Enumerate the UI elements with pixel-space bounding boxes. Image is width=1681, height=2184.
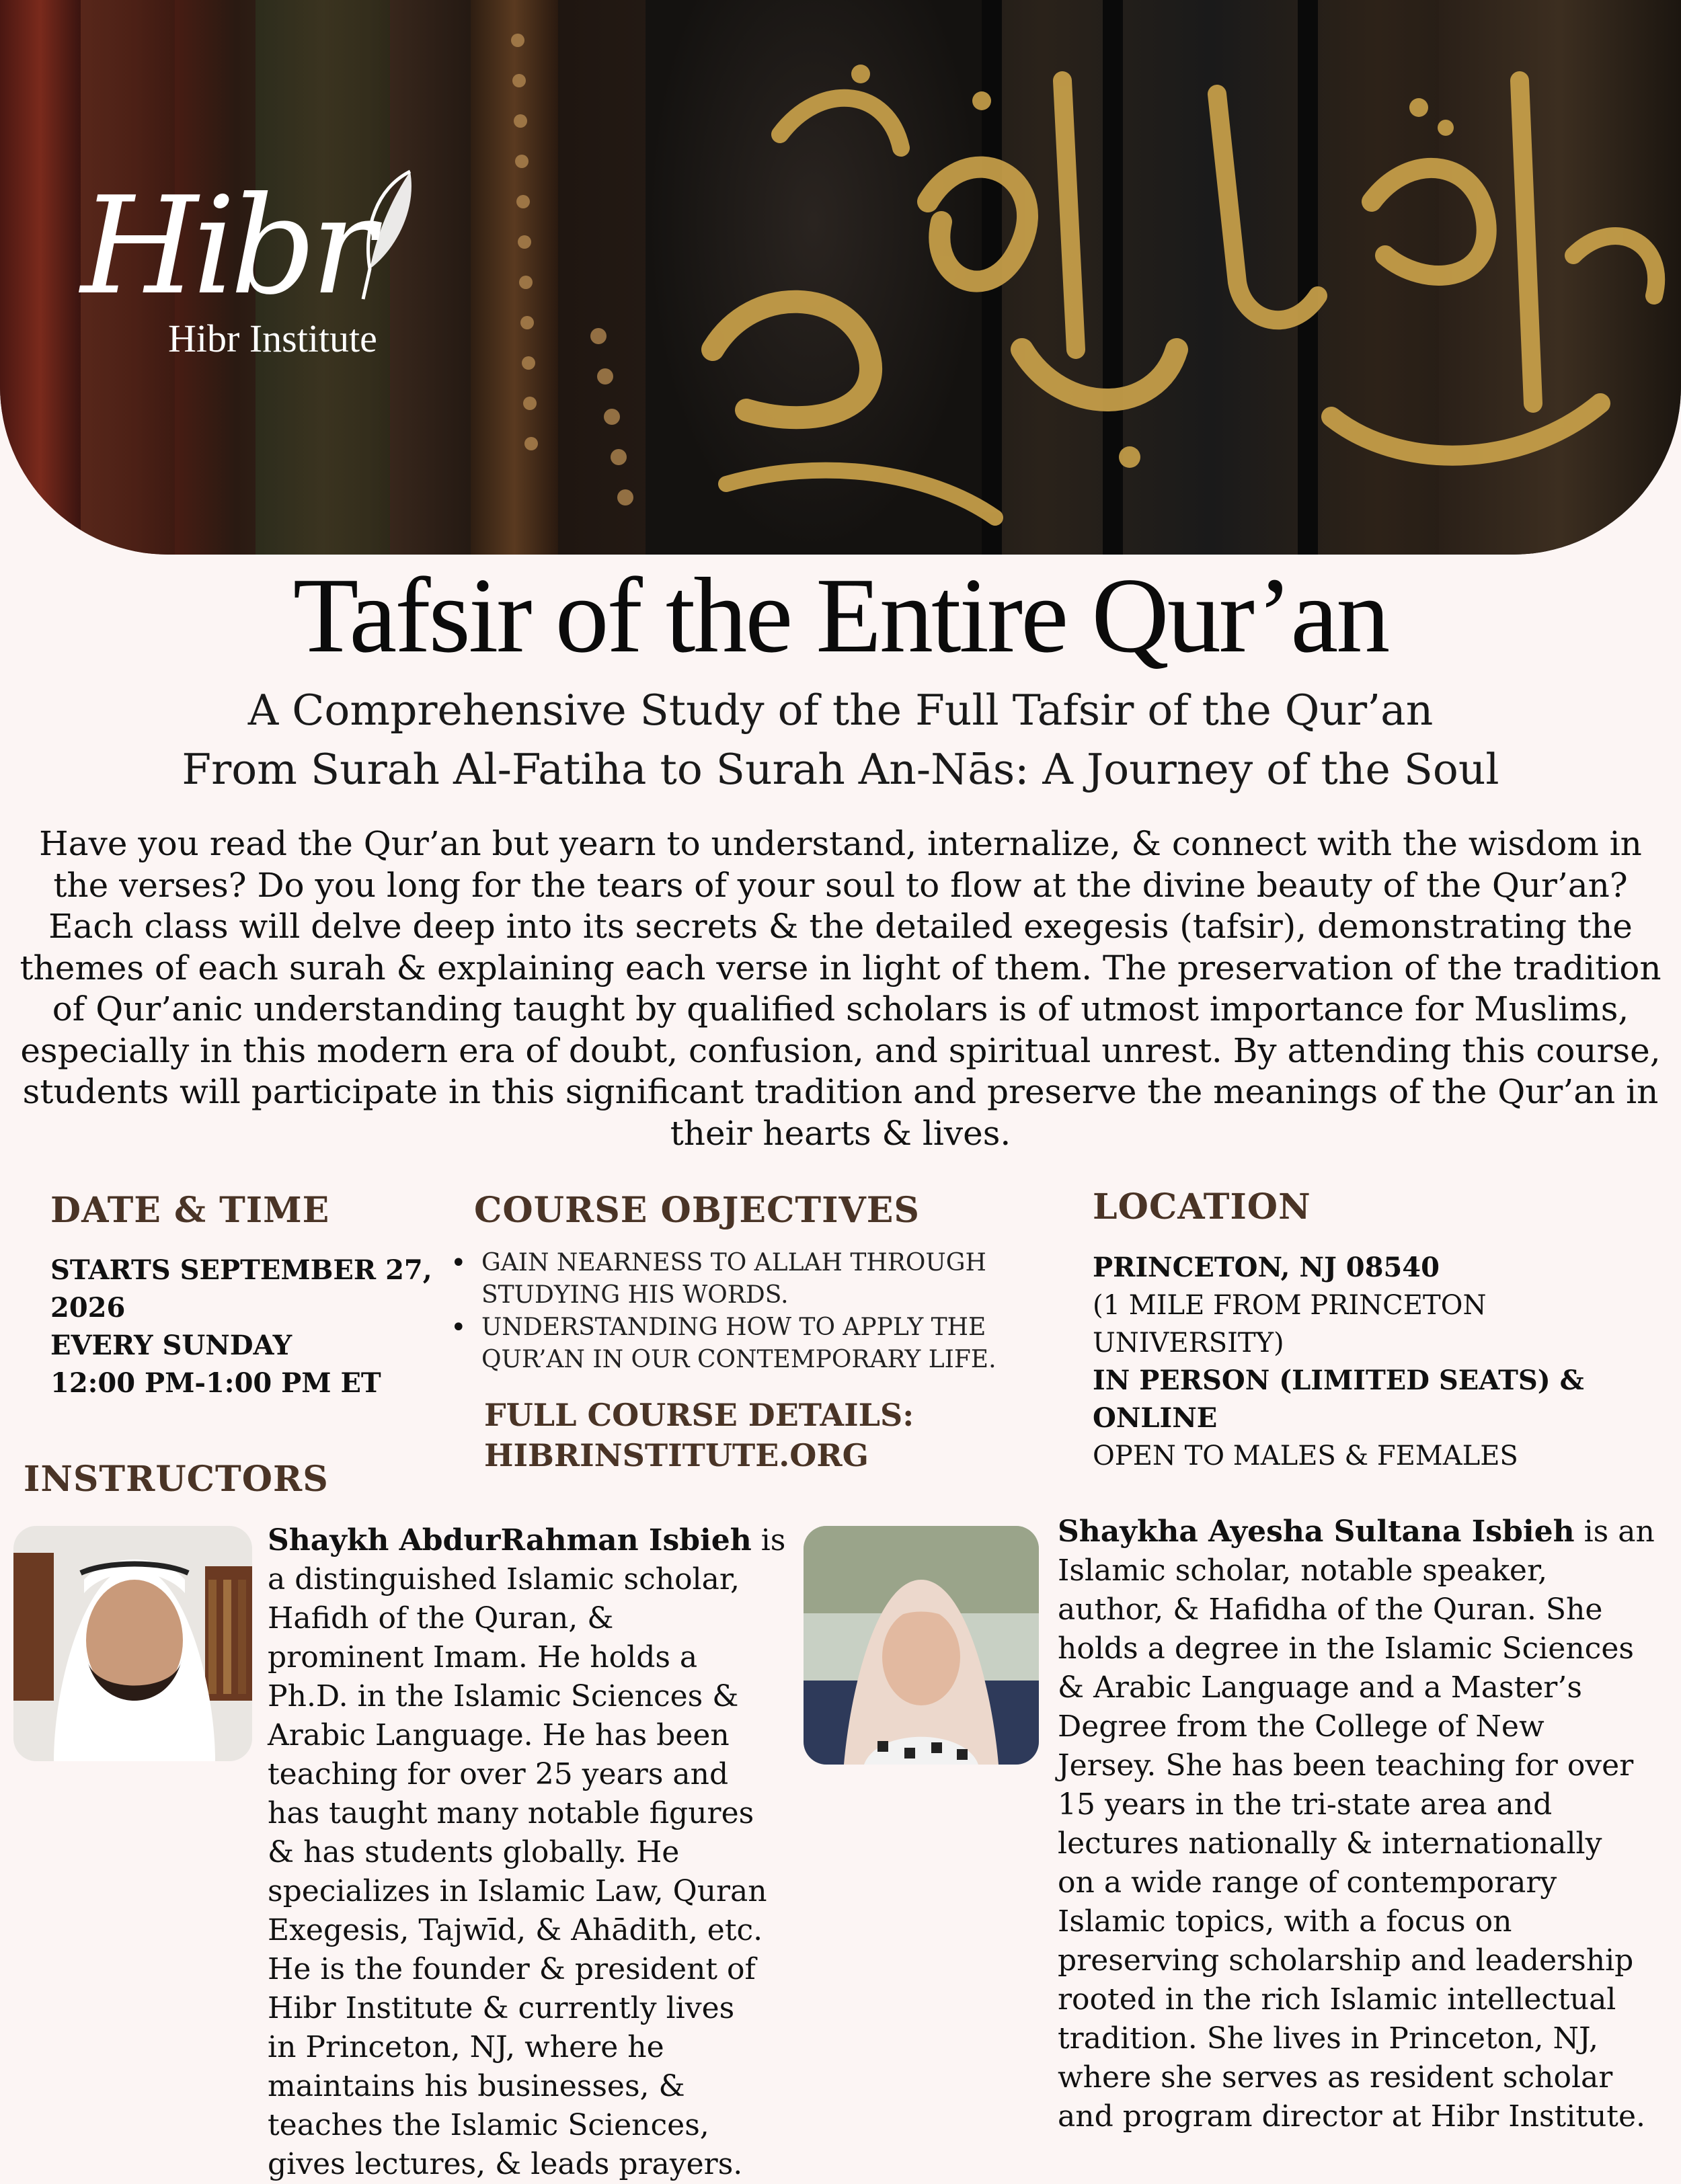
schedule-day: EVERY SUNDAY: [50, 1330, 292, 1361]
objectives-list: [444, 1247, 1035, 1376]
location-note: (1 MILE FROM PRINCETON: [1093, 1290, 1487, 1321]
date-time-heading: DATE & TIME: [50, 1190, 330, 1231]
audience: OPEN TO MALES & FEMALES: [1093, 1441, 1518, 1471]
subtitle-line-1: A Comprehensive Study of the Full Tafsir of the Qur’an: [247, 686, 1434, 735]
objectives-heading: COURSE OBJECTIVES: [474, 1190, 920, 1231]
instructors-heading: INSTRUCTORS: [24, 1459, 329, 1500]
gold-calligraphy: [646, 0, 1681, 555]
location-note-2: UNIVERSITY): [1093, 1328, 1284, 1359]
shaykha-avatar: [804, 1526, 1039, 1765]
objective-item: • GAIN NEARNESS TO ALLAH THROUGH STUDYING HIS WORDS.: [444, 1247, 1035, 1311]
details-url[interactable]: HIBRINSTITUTE.ORG: [484, 1437, 869, 1473]
shaykh-avatar: [13, 1526, 252, 1761]
intro-paragraph: Have you read the Qur’an but yearn to understand, internalize, & connect with the wisdom in the verses? Do you long for the tears of your soul to flow at the divine beauty of the Qur’an? Each class will delve deep into its secrets & the detailed exegesis (tafsir), demonstrating the themes of each surah & explaining each verse in light of them. The preservation of the tradition of Qur’anic understanding taught by qualified scholars is of utmost importance for Muslims, especially in this modern era of doubt, confusion, and spiritual unrest. By attending this course, students will participate in this significant tradition and preserve the meanings of the Qur’an in their hearts & lives.: [19, 824, 1662, 1153]
shaykh-name: Shaykh AbdurRahman Isbieh: [268, 1523, 752, 1558]
shaykha-bio: Shaykha Ayesha Sultana Isbieh is an Islamic scholar, notable speaker, author, & Hafidha of the Quran. She holds a degree in the Islamic Sciences & Arabic Language and a Master’s Degree from the College of New Jersey. She has been teaching for over 15 years in the tri-state area and lectures nationally & internationally on a wide range of contemporary Islamic topics, with a focus on preserving scholarship and leadership rooted in the rich Islamic intellectual tradition. She lives in Princeton, NJ, where she serves as resident scholar and program director at Hibr Institute.: [1058, 1514, 1655, 2134]
schedule-time: 12:00 PM-1:00 PM ET: [50, 1367, 381, 1399]
attendance-mode: IN PERSON (LIMITED SEATS) &: [1093, 1365, 1584, 1396]
start-date: STARTS SEPTEMBER 27,: [50, 1254, 432, 1286]
location-address: PRINCETON, NJ 08540: [1093, 1252, 1440, 1283]
shaykha-name: Shaykha Ayesha Sultana Isbieh: [1058, 1514, 1575, 1549]
objective-item: • UNDERSTANDING HOW TO APPLY THE QUR’AN IN OUR CONTEMPORARY LIFE.: [444, 1311, 1035, 1376]
feather-icon: [350, 168, 424, 302]
page-title: Tafsir of the Entire Qur’an: [292, 555, 1389, 675]
details-label: FULL COURSE DETAILS:: [484, 1397, 914, 1433]
hero-banner: [0, 0, 1681, 555]
date-time-block: [50, 1252, 432, 1402]
logo-script: Hibr: [81, 168, 370, 325]
attendance-mode-2: ONLINE: [1093, 1402, 1218, 1434]
course-details: [484, 1395, 914, 1475]
hibr-logo: [74, 168, 451, 370]
shaykha-photo: [804, 1526, 1039, 1765]
subtitle-line-2: From Surah Al-Fatiha to Surah An-Nās: A Journey of the Soul: [182, 745, 1499, 794]
location-block: [1093, 1249, 1584, 1475]
shaykh-bio: Shaykh AbdurRahman Isbieh is a distinguished Islamic scholar, Hafidh of the Quran, & prominent Imam. He holds a Ph.D. in the Islamic Sciences & Arabic Language. He has been teaching for over 25 years and has taught many notable figures & has students globally. He specializes in Islamic Law, Quran Exegesis, Tajwīd, & Ahādith, etc. He is the founder & president of Hibr Institute & currently lives in Princeton, NJ, where he maintains his businesses, & teaches the Islamic Sciences, gives lectures, & leads prayers.: [268, 1523, 786, 2181]
location-heading: LOCATION: [1093, 1186, 1311, 1227]
start-year: 2026: [50, 1292, 126, 1324]
logo-name: Hibr Institute: [168, 317, 377, 360]
book-spine: [0, 0, 81, 555]
shaykh-photo: [13, 1526, 252, 1761]
dotted-ornament: [471, 0, 646, 555]
